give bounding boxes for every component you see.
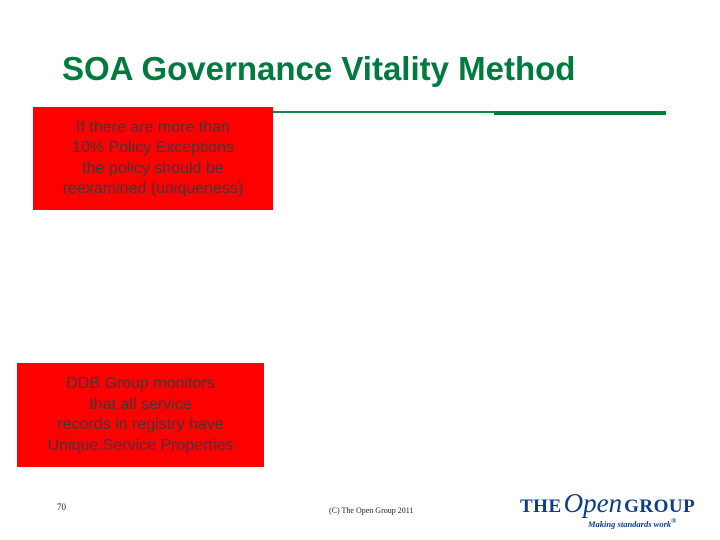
logo-tagline-text: Making standards work — [588, 518, 672, 529]
logo-open: Open — [563, 488, 623, 518]
registered-mark: ® — [671, 517, 677, 525]
logo-the: THE — [520, 496, 562, 517]
logo-group: GROUP — [624, 496, 696, 517]
copyright-notice: (C) The Open Group 2011 — [329, 506, 414, 515]
callout-ddb-monitoring: DDB Group monitors that all service records in registry have Unique.Service Properties — [17, 363, 264, 467]
slide-title: SOA Governance Vitality Method — [62, 50, 576, 87]
page-number: 70 — [57, 502, 66, 512]
callout-policy-exceptions: If there are more than 10% Policy Exceptions the policy should be reexamined (uniqueness) — [33, 107, 273, 210]
open-group-logo — [520, 488, 696, 530]
title-rule-accent — [494, 111, 666, 115]
logo-tagline — [588, 517, 676, 529]
logo-wordmark — [520, 490, 695, 517]
